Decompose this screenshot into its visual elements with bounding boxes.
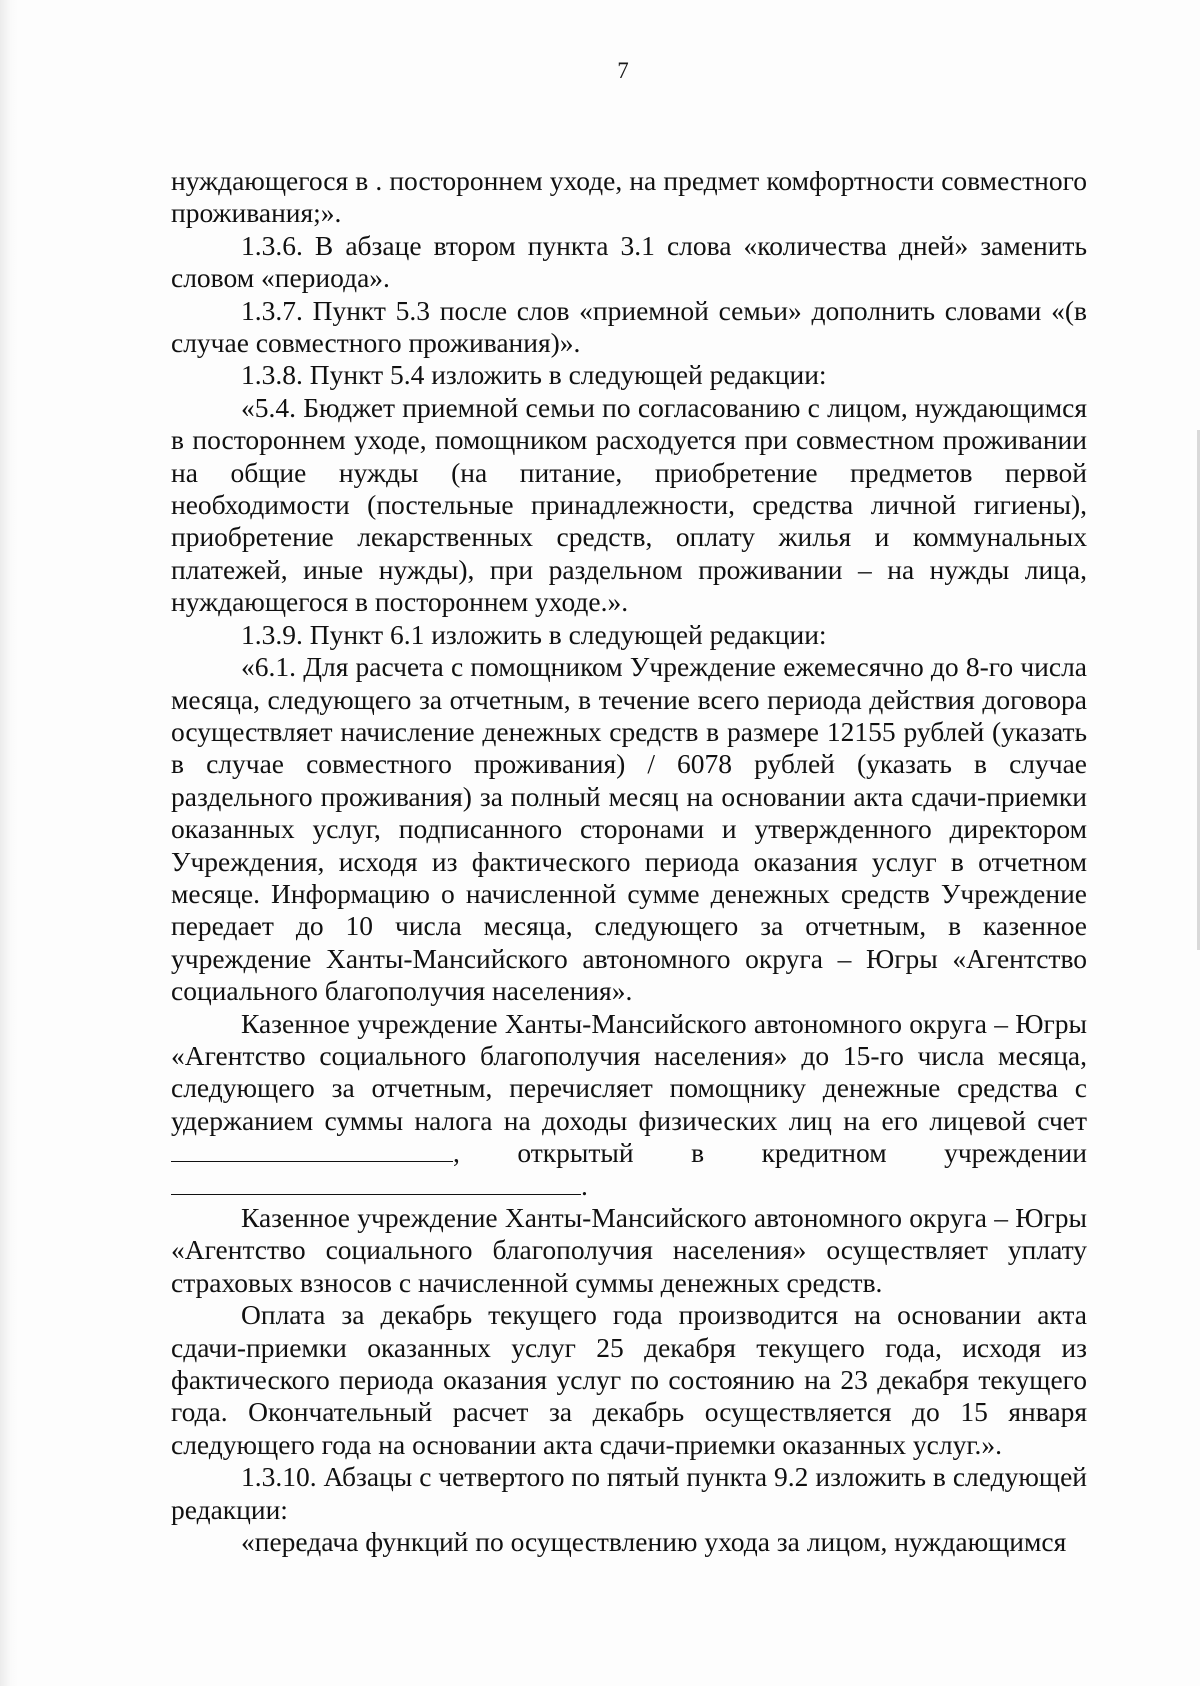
payment-transfer-text-3: .	[581, 1169, 588, 1201]
paragraph-1-3-8: 1.3.8. Пункт 5.4 изложить в следующей редакции:	[241, 359, 827, 391]
paragraph-insurance: Казенное учреждение Ханты-Мансийского автономного округа – Югры «Агентство социального благополучия населения» осуществляет уплату страховых взносов с начисленной суммы денежных средств.	[171, 1202, 1087, 1298]
paragraph-5-4: «5.4. Бюджет приемной семьи по согласованию с лицом, нуждающимся в постороннем уходе, помощником расходуется при совместном проживании на общие нужды (на питание, приобретение предметов первой необходимости (постельные принадлежности, средства личной гигиены), приобретение лекарственных средств, оплату жилья и коммунальных платежей, иные нужды), при раздельном проживании – на нужды лица, нуждающегося в постороннем уходе.».	[171, 391, 1087, 618]
paragraph-transfer-functions: «передача функций по осуществлению ухода за лицом, нуждающимся	[241, 1526, 1067, 1558]
scan-edge-left	[0, 0, 18, 1686]
account-number-blank	[171, 1139, 453, 1162]
paragraph-6-1: «6.1. Для расчета с помощником Учреждение ежемесячно до 8-го числа месяца, следующего за отчетным, в течение всего периода действия договора осуществляет начисление денежных средств в размере 12155 рублей (указать в случае совместного проживания) / 6078 рублей (указать в случае раздельного проживания) за полный месяц на основании акта сдачи-приемки оказанных услуг, подписанного сторонами и утвержденного директором Учреждения, исходя из фактического периода оказания услуг в отчетном месяце. Информацию о начисленной сумме денежных средств Учреждение передает до 10 числа месяца, следующего за отчетным, в казенное учреждение Ханты-Мансийского автономного округа – Югры «Агентство социального благополучия населения».	[171, 651, 1087, 1007]
paragraph-1-3-6: 1.3.6. В абзаце втором пункта 3.1 слова «количества дней» заменить словом «периода».	[171, 229, 1087, 294]
bank-name-blank	[171, 1172, 581, 1195]
paragraph-december-payment: Оплата за декабрь текущего года производится на основании акта сдачи-приемки оказанных услуг 25 декабря текущего года, исходя из фактического периода оказания услуг по состоянию на 23 декабря текущего года. Окончательный расчет за декабрь осуществляется до 15 января следующего года на основании акта сдачи-приемки оказанных услуг.».	[171, 1299, 1087, 1460]
page-number: 7	[617, 58, 629, 83]
paragraph-1-3-9: 1.3.9. Пункт 6.1 изложить в следующей редакции:	[241, 618, 827, 650]
paragraph-1-3-7: 1.3.7. Пункт 5.3 после слов «приемной семьи» дополнить словами «(в случае совместного проживания)».	[171, 294, 1087, 359]
paragraph-continuation: нуждающегося в . постороннем уходе, на предмет комфортности совместного проживания;».	[171, 165, 1087, 229]
payment-transfer-text-2: , открытый в кредитном учреждении	[453, 1137, 1087, 1169]
payment-transfer-text: Казенное учреждение Ханты-Мансийского автономного округа – Югры «Агентство социального благополучия населения» до 15-го числа месяца, следующего за отчетным, перечисляет помощнику денежные средства с удержанием суммы налога на доходы физических лиц на его лицевой счет	[171, 1007, 1087, 1136]
paragraph-1-3-10: 1.3.10. Абзацы с четвертого по пятый пункта 9.2 изложить в следующей редакции:	[171, 1461, 1087, 1525]
document-body	[171, 165, 1087, 1558]
paragraph-payment-transfer	[171, 1008, 1087, 1202]
